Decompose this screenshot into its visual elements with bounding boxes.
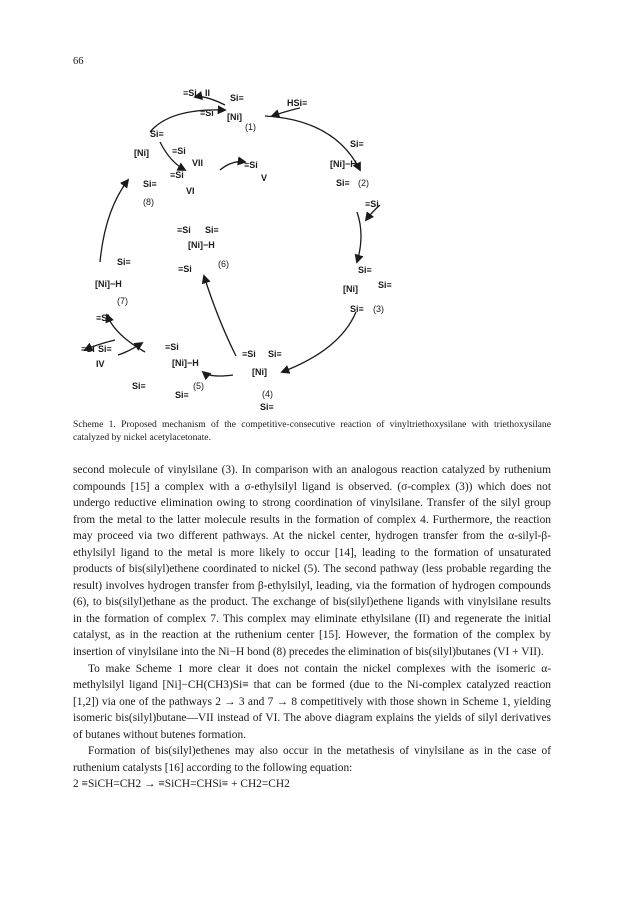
species-4-sieq: Si≡	[268, 349, 282, 359]
species-1-label: (1)	[245, 122, 256, 132]
species-4-label: (4)	[262, 389, 273, 399]
species-6-label: (6)	[218, 259, 229, 269]
arrow-2-to-3	[357, 212, 361, 262]
arrow-5-to-7	[107, 315, 145, 352]
product-VII-label: VII	[192, 158, 204, 168]
arrow-4-to-6	[204, 276, 236, 356]
product-IV-formula-2: Si≡	[98, 344, 112, 354]
arrow-4-to-5	[203, 372, 233, 376]
species-3-sieq: Si≡	[378, 280, 392, 290]
species-1-ni: [Ni]	[227, 112, 242, 122]
cycle-arrows	[85, 97, 380, 376]
species-5-si: ≡Si	[165, 342, 179, 352]
vinylsilane-in-5: Si≡	[132, 381, 146, 391]
product-VI-label: VI	[186, 186, 195, 196]
species-2-si: Si≡	[336, 178, 350, 188]
species-4-si: ≡Si	[242, 349, 256, 359]
species-6-si: ≡Si	[177, 225, 191, 235]
reaction-scheme	[0, 0, 624, 420]
arrow-7-to-8	[100, 180, 128, 262]
species-7-nih: [Ni]−H	[95, 279, 122, 289]
species-6-sieq: Si≡	[205, 225, 219, 235]
arrow-in-vinyl-7	[118, 343, 142, 355]
arrow-in-hsi	[272, 108, 300, 116]
species-5-nih: [Ni]−H	[172, 358, 199, 368]
paragraph-3: Formation of bis(silyl)ethenes may also occur in the metathesis of vinylsilane as in the case of ruthenium catalysts [16] according to the following equation:	[73, 745, 551, 774]
species-4-ni: [Ni]	[252, 367, 267, 377]
species-6-nih: [Ni]−H	[188, 240, 215, 250]
species-2-vinyl: Si≡	[350, 139, 364, 149]
body-text	[73, 462, 551, 793]
species-7-label: (7)	[117, 296, 128, 306]
arrow-3-to-4	[282, 312, 356, 372]
species-3-label: (3)	[373, 304, 384, 314]
product-IV-formula: ≡Si	[81, 344, 95, 354]
species-4-bottom-si: Si≡	[260, 402, 274, 412]
species-8-ni: [Ni]	[134, 148, 149, 158]
product-II-label: II	[205, 88, 211, 98]
species-7-vinyl: Si≡	[117, 257, 131, 267]
metathesis-equation: 2 ≡SiCH=CH2 → ≡SiCH=CHSi≡ + CH2=CH2	[73, 778, 290, 791]
product-V-formula: ≡Si	[244, 160, 258, 170]
product-VI-formula: ≡Si	[170, 170, 184, 180]
species-8-si: Si≡	[150, 129, 164, 139]
species-3-vinyl: Si≡	[358, 265, 372, 275]
product-V-label: V	[261, 173, 268, 183]
species-2-label: (2)	[358, 178, 369, 188]
species-5-si-bottom: Si≡	[175, 390, 189, 400]
scheme-caption: Scheme 1. Proposed mechanism of the competitive-consecutive reaction of vinyltriethoxysilane with triethoxysilane catalyzed by nickel acetylacetonate.	[73, 419, 551, 443]
hsi-reagent: HSi≡	[287, 98, 308, 108]
species-7-si: ≡Si	[96, 313, 110, 323]
species-8-label: (8)	[143, 197, 154, 207]
species-6-si-bottom: ≡Si	[178, 264, 192, 274]
species-1-si: ≡Si	[200, 108, 214, 118]
species-3-ni: [Ni]	[343, 284, 358, 294]
species-8-si-bottom: Si≡	[143, 179, 157, 189]
paragraph-2: To make Scheme 1 more clear it does not contain the nickel complexes with the isomeric α-methylsilyl ligand [Ni]−CH(CH3)Si≡ that can be formed (due to the Ni-complex catalyzed reaction [1,2]) via one of the pathways 2 → 3 and 7 → 8 competitively with those shown in Scheme 1, yielding isomeric bis(silyl)butane—VII instead of VI. The above diagram explains the yields of silyl derivatives of butanes without butenes formation.	[73, 662, 551, 741]
product-II-formula: ≡Si	[183, 88, 197, 98]
vinylsilane-in-2: ≡Si	[365, 199, 379, 209]
paragraph-1: second molecule of vinylsilane (3). In comparison with an analogous reaction catalyzed by ruthenium compounds [15] a complex with a σ-ethylsilyl ligand is observed. (σ-complex (3)) which does not undergo reductive elimination owing to strong coordination of vinylsilane. Transfer of the silyl group from the metal to the latter molecule results in the formation of complex 4. Furthermore, the reaction may proceed via two different pathways. At the nickel center, hydrogen transfer from the α-silyl-β-ethylsilyl ligand to the metal is more likely to occur [14], leading to the formation of unsaturated products of bis(silyl)ethene coordinated to nickel (5). The second pathway (less probable regarding the result) involves hydrogen transfer from β-ethylsilyl, leading, via the formation of hydrogen compounds (6), to bis(silyl)ethane as the product. The exchange of bis(silyl)ethene ligands with vinylsilane results in the formation of complex 7. This complex may eliminate ethylsilane (II) and regenerate the initial catalyst, as in the reaction at the ruthenium center [15]. However, the formation of the complex by insertion of vinylsilane into the Ni−H bond (8) precedes the elimination of bis(silyl)butanes (VI + VII).	[73, 464, 551, 659]
product-VII-formula: ≡Si	[172, 146, 186, 156]
product-IV-label: IV	[96, 359, 105, 369]
species-1-vinyl: Si≡	[230, 93, 244, 103]
page-number: 66	[73, 56, 84, 67]
arrow-6-to-V	[220, 162, 245, 170]
species-5-label: (5)	[193, 381, 204, 391]
species-3-si: Si≡	[350, 304, 364, 314]
species-2-nih: [Ni]−H	[330, 159, 357, 169]
